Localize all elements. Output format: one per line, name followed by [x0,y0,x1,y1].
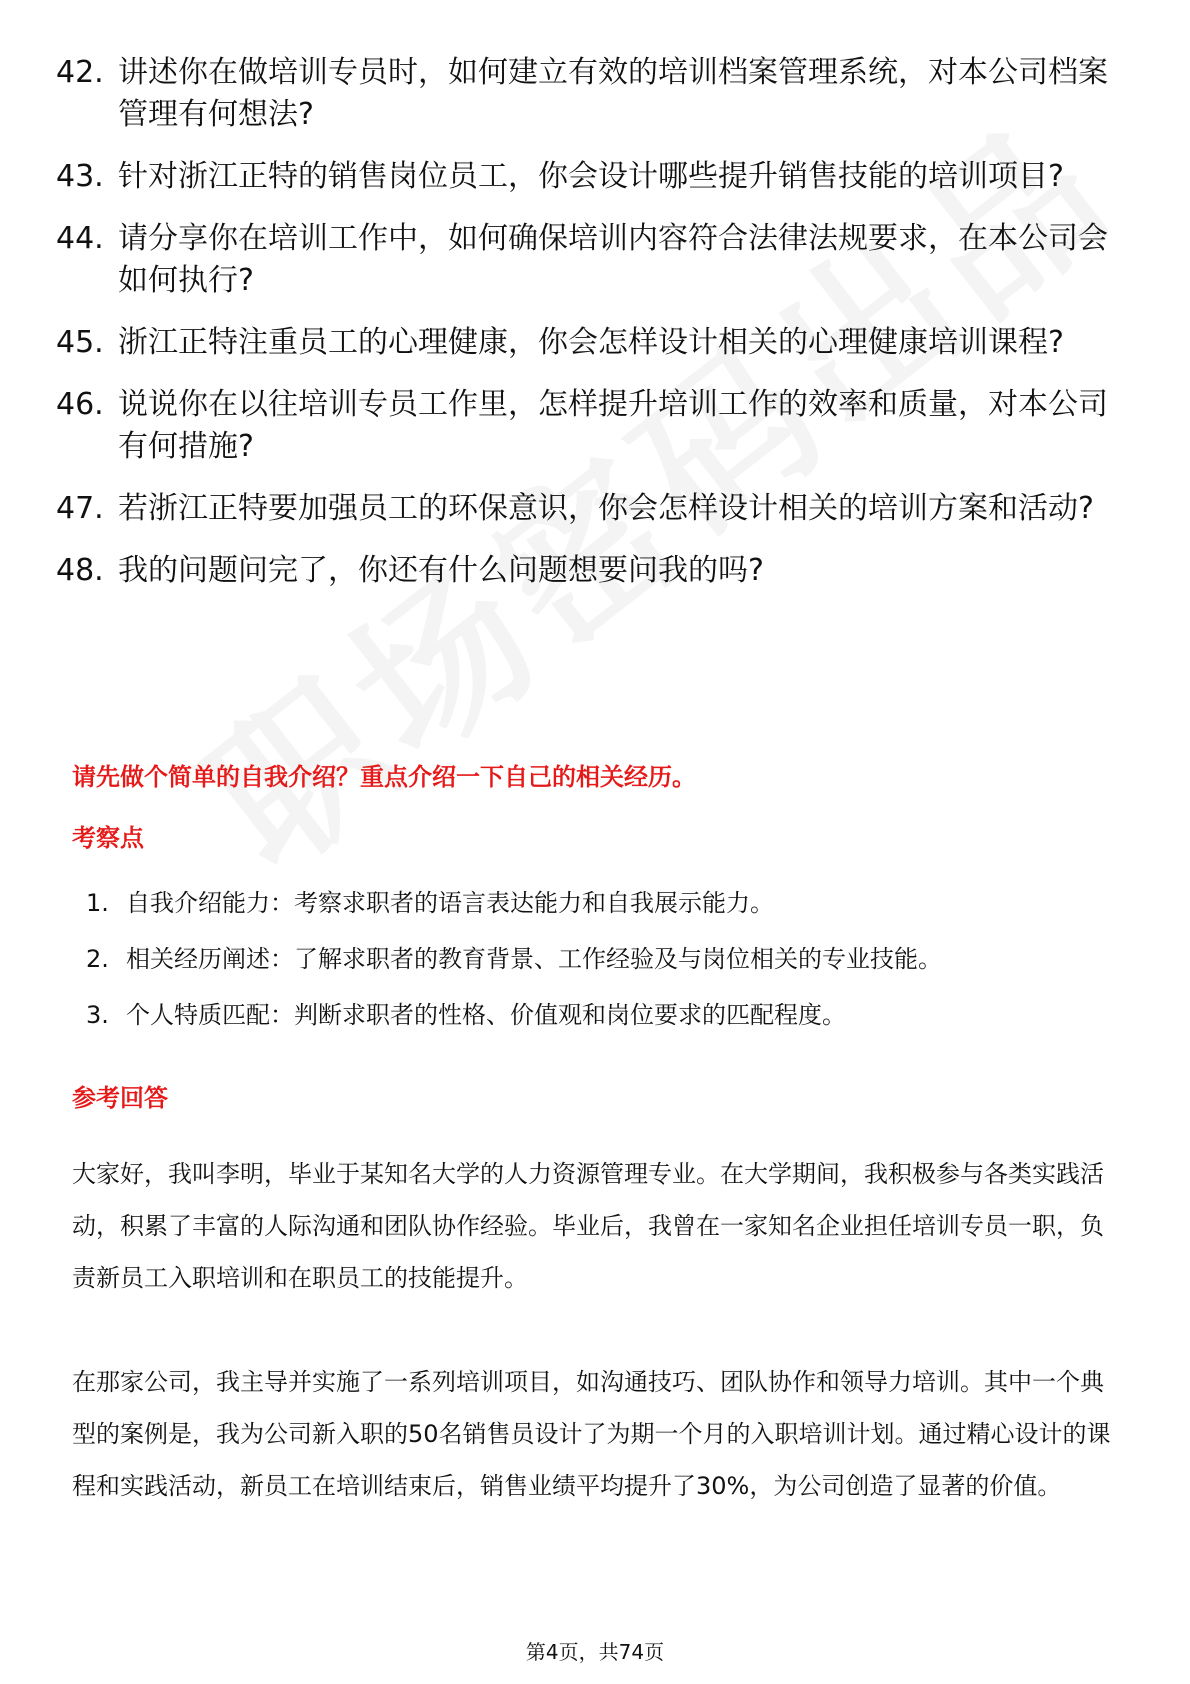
point-number: 3. [86,1001,109,1029]
list-item [56,488,1116,530]
question-number: 44. [56,221,104,256]
points-label: 考察点 [72,824,144,852]
question-number: 47. [56,491,104,526]
list-item [86,942,1136,976]
page-footer: 第4页，共74页 [525,1640,665,1664]
list-item [56,218,1116,302]
question-number: 43. [56,159,104,194]
question-text: 我的问题问完了，你还有什么问题想要问我的吗? [118,553,764,588]
point-number: 2. [86,945,109,973]
answer-paragraph: 在那家公司，我主导并实施了一系列培训项目，如沟通技巧、团队协作和领导力培训。其中一个典型的案例是，我为公司新入职的50名销售员设计了为期一个月的入职培训计划。通过精心设计的课程和实践活动，新员工在培训结束后，销售业绩平均提升了30%，为公司创造了显著的价值。 [72,1368,1111,1500]
question-number: 46. [56,387,104,422]
list-item [56,322,1116,364]
point-text: 相关经历阐述：了解求职者的教育背景、工作经验及与岗位相关的专业技能。 [126,945,942,973]
list-item [56,384,1116,468]
answer-label: 参考回答 [72,1084,168,1112]
section-heading: 请先做个简单的自我介绍？重点介绍一下自己的相关经历。 [72,763,696,791]
question-text: 浙江正特注重员工的心理健康，你会怎样设计相关的心理健康培训课程? [118,325,1064,360]
list-item [86,886,1136,920]
question-text: 若浙江正特要加强员工的环保意识，你会怎样设计相关的培训方案和活动? [118,491,1094,526]
question-text: 讲述你在做培训专员时，如何建立有效的培训档案管理系统，对本公司档案管理有何想法? [118,55,1108,132]
answer-paragraph: 大家好，我叫李明，毕业于某知名大学的人力资源管理专业。在大学期间，我积极参与各类实践活动，积累了丰富的人际沟通和团队协作经验。毕业后，我曾在一家知名企业担任培训专员一职，负责新员工入职培训和在职员工的技能提升。 [72,1160,1104,1292]
question-text: 说说你在以往培训专员工作里，怎样提升培训工作的效率和质量，对本公司有何措施? [118,387,1108,464]
question-number: 48. [56,553,104,588]
question-text: 针对浙江正特的销售岗位员工，你会设计哪些提升销售技能的培训项目? [118,159,1064,194]
list-item [56,156,1116,198]
question-number: 45. [56,325,104,360]
point-text: 自我介绍能力：考察求职者的语言表达能力和自我展示能力。 [126,889,774,917]
list-item [56,52,1116,136]
point-text: 个人特质匹配：判断求职者的性格、价值观和岗位要求的匹配程度。 [126,1001,846,1029]
question-list [56,52,1116,612]
list-item [56,550,1116,592]
list-item [86,998,1136,1032]
question-text: 请分享你在培训工作中，如何确保培训内容符合法律法规要求，在本公司会如何执行? [118,221,1108,298]
points-list [86,886,1136,1054]
question-number: 42. [56,55,104,90]
point-number: 1. [86,889,109,917]
